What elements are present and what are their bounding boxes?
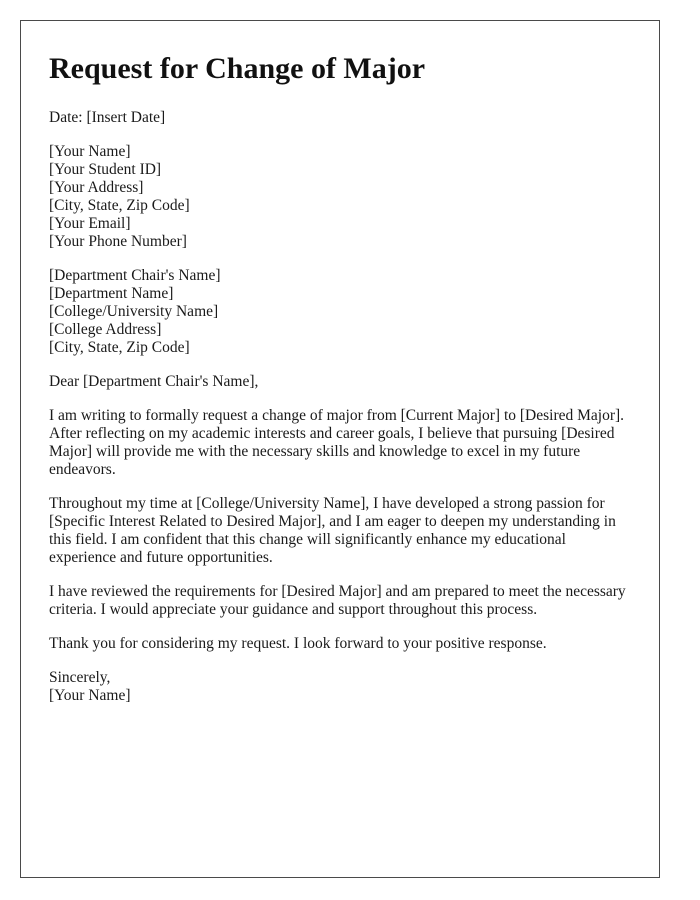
salutation-block: [49, 373, 631, 391]
body-paragraph-2: Throughout my time at [College/University Name], I have developed a strong passion for [Specific Interest Related to Desired Major], and I am eager to deepen my understanding in this field. I am confident that this change will significantly enhance my educational experience and future opportunities.: [49, 495, 616, 566]
recipient-department: [Department Name]: [49, 285, 174, 302]
signature-name: [Your Name]: [49, 687, 131, 704]
recipient-address-block: [49, 267, 631, 357]
letter-title: Request for Change of Major: [49, 52, 426, 85]
sender-address-block: [49, 143, 631, 251]
sender-student-id: [Your Student ID]: [49, 161, 162, 178]
sender-city-state-zip: [City, State, Zip Code]: [49, 197, 190, 214]
sender-phone: [Your Phone Number]: [49, 233, 187, 250]
closing: Sincerely,: [49, 669, 111, 686]
recipient-address: [College Address]: [49, 321, 162, 338]
body-paragraph-3: I have reviewed the requirements for [Desired Major] and am prepared to meet the necessary criteria. I would appreciate your guidance and support throughout this process.: [49, 583, 626, 618]
sender-email: [Your Email]: [49, 215, 131, 232]
sender-address: [Your Address]: [49, 179, 144, 196]
date-line: Date: [Insert Date]: [49, 109, 166, 126]
closing-block: [49, 669, 631, 705]
letter-page: [20, 20, 660, 878]
salutation: Dear [Department Chair's Name],: [49, 373, 259, 390]
date-block: [49, 109, 631, 127]
recipient-city-state-zip: [City, State, Zip Code]: [49, 339, 190, 356]
body-paragraph-4: Thank you for considering my request. I look forward to your positive response.: [49, 635, 547, 652]
sender-name: [Your Name]: [49, 143, 131, 160]
recipient-name: [Department Chair's Name]: [49, 267, 221, 284]
recipient-institution: [College/University Name]: [49, 303, 219, 320]
body-paragraph-1: I am writing to formally request a change of major from [Current Major] to [Desired Major]. After reflecting on my academic interests and career goals, I believe that pursuing [Desired Major] will provide me with the necessary skills and knowledge to excel in my future endeavors.: [49, 407, 625, 478]
